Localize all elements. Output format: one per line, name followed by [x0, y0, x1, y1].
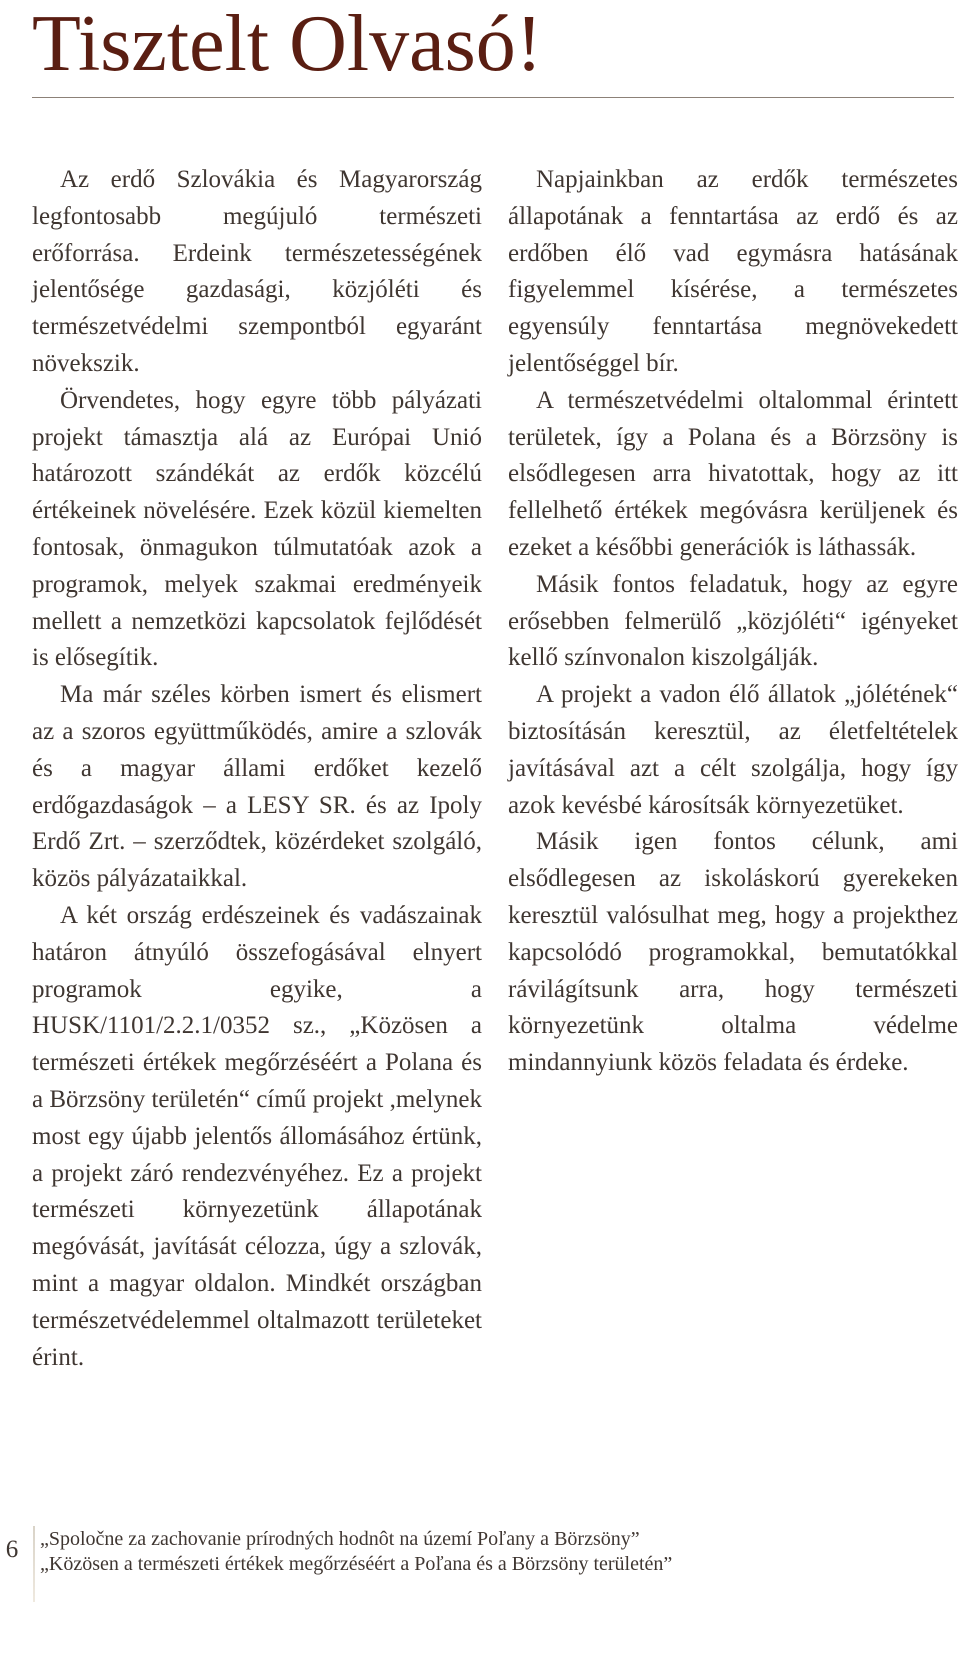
paragraph: Másik igen fontos célunk, ami elsődlegesen az iskoláskorú gyerekeken keresztül valósulhat meg, hogy a projekthez kapcsolódó programokkal, bemutatókkal rávilágítsunk arra, hogy természeti környezetünk oltalma védelme mindannyiunk közös feladata és érdeke. [508, 828, 958, 1077]
footer-project-title [40, 1527, 672, 1577]
paragraph: A két ország erdészeinek és vadászainak határon átnyúló összefogásával elnyert programok egyike, a HUSK/1101/2.2.1/0352 sz., „Közösen a természeti értékek megőrzéséért a Polana és a Börzsöny területén“ című projekt ,melynek most egy újabb jelentős állomásához értünk, a projekt záró rendezvényéhez. Ez a projekt természeti környezetünk állapotának megóvását, javítását célozza, úgy a szlovák, mint a magyar oldalon. Mindkét országban természetvédelemmel oltalmazott területeket érint. [32, 901, 482, 1371]
left-column [32, 162, 482, 1376]
paragraph: Másik fontos feladatuk, hogy az egyre erősebben felmerülő „közjóléti“ igényeket kellő színvonalon kiszolgálják. [508, 570, 958, 672]
footer-divider [33, 1526, 35, 1602]
paragraph: Ma már széles körben ismert és elismert az a szoros együttműködés, amire a szlovák és a magyar állami erdőket kezelő erdőgazdaságok – a LESY SR. és az Ipoly Erdő Zrt. – szerződtek, közérdeket szolgáló, közös pályázataikkal. [32, 681, 482, 893]
paragraph: Örvendetes, hogy egyre több pályázati projekt támasztja alá az Európai Unió határozott szándékát az erdők közcélú értékeinek növelésére. Ezek közül kiemelten fontosak, önmagukon túlmutatóak azok a programok, melyek szakmai eredményeik mellett a nemzetközi kapcsolatok fejlődését is elősegítik. [32, 386, 482, 672]
right-column [508, 162, 958, 1082]
footer-line-hungarian: „Közösen a természeti értékek megőrzéséért a Poľana és a Börzsöny területén” [40, 1553, 673, 1575]
paragraph: Az erdő Szlovákia és Magyarország legfontosabb megújuló természeti erőforrása. Erdeink természetességének jelentősége gazdasági, közjóléti és természetvédelmi szempontból egyaránt növekszik. [32, 166, 482, 377]
paragraph: A természetvédelmi oltalommal érintett területek, így a Polana és a Börzsöny is elsődlegesen arra hivatottak, hogy az itt fellelhető értékek megóvásra kerüljenek és ezeket a későbbi generációk is láthassák. [508, 386, 958, 561]
paragraph: A projekt a vadon élő állatok „jólétének“ biztosításán keresztül, az életfeltételek javításával azt a célt szolgálja, hogy így azok kevésbé károsítsák környezetüket. [508, 681, 958, 819]
footer-line-slovak: „Spoločne za zachovanie prírodných hodnôt na území Poľany a Börzsöny” [40, 1528, 640, 1550]
paragraph: Napjainkban az erdők természetes állapotának a fenntartása az erdő és az erdőben élő vad egymásra hatásának figyelemmel kísérése, a természetes egyensúly fenntartása megnövekedett jelentőséggel bír. [508, 166, 958, 377]
page-number: 6 [5, 1536, 19, 1563]
title-divider [32, 97, 954, 98]
page-title: Tisztelt Olvasó! [32, 0, 543, 88]
